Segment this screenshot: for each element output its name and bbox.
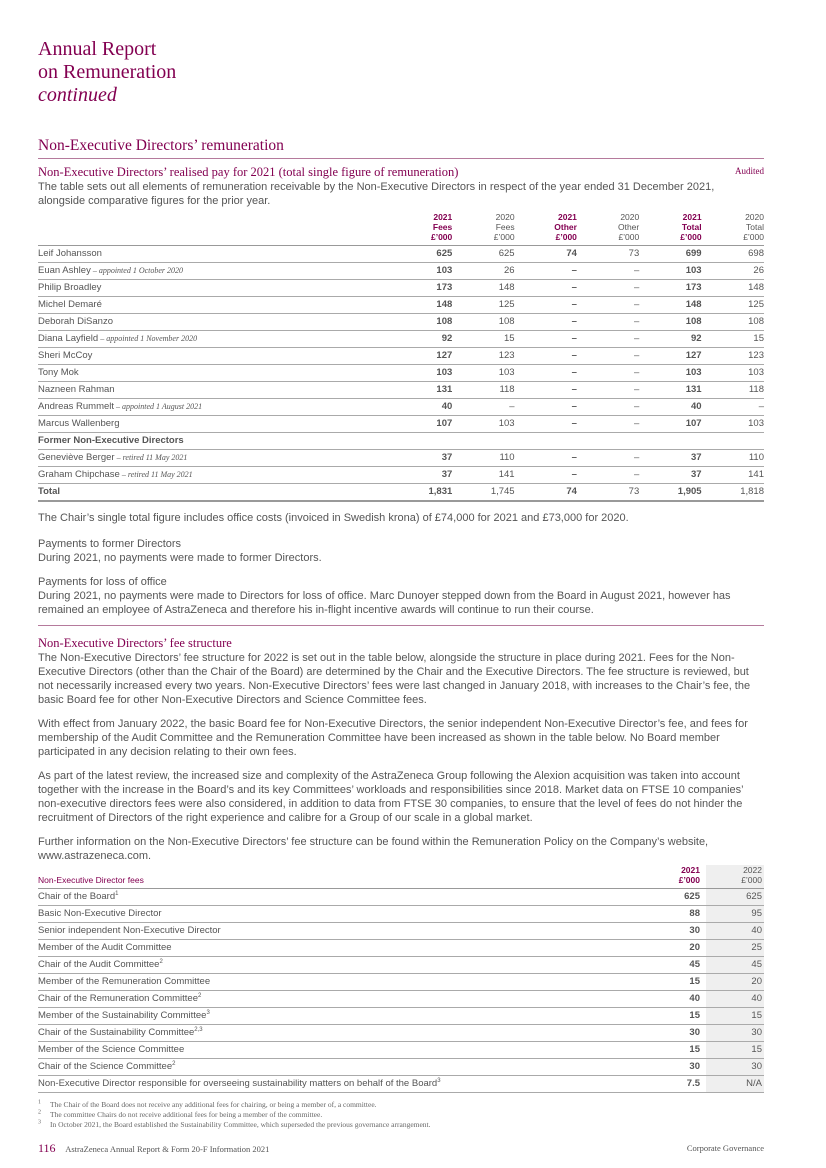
column-header xyxy=(515,212,577,246)
page-content xyxy=(38,136,764,1130)
fee-label xyxy=(38,923,642,940)
appointment-note: – appointed 1 August 2021 xyxy=(114,402,203,411)
value-cell: 74 xyxy=(515,246,577,263)
name-text: Euan Ashley xyxy=(38,265,91,276)
fee-label-text: Member of the Sustainability Committee xyxy=(38,1010,207,1021)
director-name xyxy=(38,416,390,433)
fee-row xyxy=(38,1008,764,1025)
fee-label xyxy=(38,1042,642,1059)
table-row xyxy=(38,399,764,416)
value-cell: 625 xyxy=(452,246,514,263)
value-cell: 118 xyxy=(702,382,764,399)
footnote xyxy=(38,1100,764,1110)
footnotes xyxy=(38,1100,764,1130)
value-cell: – xyxy=(577,399,639,416)
value-cell: 125 xyxy=(452,297,514,314)
fee-label xyxy=(38,1076,642,1093)
name-text: Tony Mok xyxy=(38,367,79,378)
payments-loss-text: During 2021, no payments were made to Directors for loss of office. Marc Dunoyer stepped down from the Board in August 2021, however has remained an employee of AstraZeneca and therefore his in-flight incentive awards will continue to run their course. xyxy=(38,590,731,616)
column-header-line: 2021 xyxy=(682,212,702,222)
value-cell: – xyxy=(452,399,514,416)
value-cell: – xyxy=(515,314,577,331)
page-title xyxy=(38,38,176,107)
name-column-header xyxy=(38,212,390,246)
fee-2022: 95 xyxy=(706,906,764,923)
col-year: 2021 xyxy=(681,865,700,875)
fee-label xyxy=(38,957,642,974)
value-cell: 37 xyxy=(390,450,452,467)
value-cell: – xyxy=(515,263,577,280)
realised-intro xyxy=(38,165,764,208)
fee-structure xyxy=(38,636,764,863)
fee-2022: 40 xyxy=(706,991,764,1008)
section-title: Non-Executive Directors’ remuneration xyxy=(38,136,764,159)
director-name xyxy=(38,314,390,331)
fee-row xyxy=(38,991,764,1008)
appointment-note: – retired 11 May 2021 xyxy=(114,453,188,462)
column-header-line: £’000 xyxy=(493,232,515,242)
fee-label xyxy=(38,1008,642,1025)
footnote xyxy=(38,1120,764,1130)
fee-label-text: Chair of the Board xyxy=(38,891,116,902)
value-cell: 127 xyxy=(390,348,452,365)
fee-label xyxy=(38,1025,642,1042)
value-cell: – xyxy=(577,365,639,382)
table-row xyxy=(38,348,764,365)
payments-former-text: During 2021, no payments were made to former Directors. xyxy=(38,552,322,564)
document-title: AstraZeneca Annual Report & Form 20-F Information 2021 xyxy=(65,1144,270,1154)
value-cell: 92 xyxy=(390,331,452,348)
value-cell: – xyxy=(702,399,764,416)
fee-table-label: Non-Executive Director fees xyxy=(38,865,642,889)
value-cell: 123 xyxy=(452,348,514,365)
appointment-note: – appointed 1 November 2020 xyxy=(98,334,198,343)
value-cell: 103 xyxy=(390,365,452,382)
fee-2021: 15 xyxy=(642,1008,706,1025)
fee-label-text: Chair of the Science Committee xyxy=(38,1061,173,1072)
value-cell: 92 xyxy=(639,331,701,348)
appointment-note: – appointed 1 October 2020 xyxy=(90,266,184,275)
footnote-ref: 2 xyxy=(172,1060,176,1067)
value-cell: 103 xyxy=(639,263,701,280)
value-cell: – xyxy=(515,280,577,297)
section-name: Corporate Governance xyxy=(686,1143,764,1153)
fee-2021: 625 xyxy=(642,889,706,906)
value-cell: 103 xyxy=(639,365,701,382)
table-row xyxy=(38,484,764,502)
fee-2022: 40 xyxy=(706,923,764,940)
column-header xyxy=(577,212,639,246)
fee-label xyxy=(38,974,642,991)
value-cell: 37 xyxy=(390,467,452,484)
table-row xyxy=(38,297,764,314)
appointment-note: – retired 11 May 2021 xyxy=(119,470,193,479)
col-unit: £’000 xyxy=(741,875,762,885)
value-cell: 73 xyxy=(577,246,639,263)
name-text: Marcus Wallenberg xyxy=(38,418,120,429)
value-cell: 108 xyxy=(390,314,452,331)
fee-row xyxy=(38,957,764,974)
note-text: retired 11 May 2021 xyxy=(127,470,193,479)
name-text: Deborah DiSanzo xyxy=(38,316,113,327)
former-heading-row xyxy=(38,433,764,450)
footnote-key xyxy=(38,1120,50,1130)
director-name xyxy=(38,365,390,382)
value-cell: 1,745 xyxy=(452,484,514,502)
value-cell: 173 xyxy=(390,280,452,297)
table-row xyxy=(38,280,764,297)
column-header-line: £’000 xyxy=(680,232,702,242)
director-name xyxy=(38,399,390,416)
footnote-key xyxy=(38,1100,50,1110)
fee-row xyxy=(38,1042,764,1059)
value-cell: – xyxy=(515,450,577,467)
director-name xyxy=(38,484,390,502)
table-row xyxy=(38,416,764,433)
fee-label xyxy=(38,991,642,1008)
fee-label-text: Senior independent Non-Executive Director xyxy=(38,925,221,936)
name-text: Leif Johansson xyxy=(38,248,102,259)
value-cell: 125 xyxy=(702,297,764,314)
title-line: on Remuneration xyxy=(38,61,177,83)
column-header-line: Fees xyxy=(432,222,453,232)
column-header-line: Total xyxy=(681,222,702,232)
page-footer xyxy=(38,1140,764,1156)
fee-label xyxy=(38,906,642,923)
column-header xyxy=(452,212,514,246)
column-header-line: £’000 xyxy=(618,232,640,242)
table-row xyxy=(38,246,764,263)
value-cell: – xyxy=(515,416,577,433)
name-text: Diana Layfield xyxy=(38,333,99,344)
table-row xyxy=(38,450,764,467)
payments-loss xyxy=(38,575,764,617)
footnote-text: The committee Chairs do not receive additional fees for being a member of the committee. xyxy=(50,1110,323,1119)
fee-label-text: Member of the Science Committee xyxy=(38,1044,185,1055)
fee-label xyxy=(38,940,642,957)
value-cell: 131 xyxy=(639,382,701,399)
column-header-line: 2020 xyxy=(620,212,640,222)
column-header-line: 2020 xyxy=(745,212,764,222)
note-text: retired 11 May 2021 xyxy=(122,453,188,462)
value-cell: – xyxy=(515,348,577,365)
value-cell: – xyxy=(515,382,577,399)
value-cell: 131 xyxy=(390,382,452,399)
value-cell: 108 xyxy=(639,314,701,331)
column-header xyxy=(702,212,764,246)
footnote-ref: 1 xyxy=(115,890,119,897)
name-text: Geneviève Berger xyxy=(38,452,115,463)
note-text: appointed 1 November 2020 xyxy=(106,334,198,343)
page-number: 116 xyxy=(38,1141,56,1155)
note-text: appointed 1 October 2020 xyxy=(98,266,184,275)
column-header-line: Fees xyxy=(495,222,515,232)
value-cell: – xyxy=(577,467,639,484)
col-2022 xyxy=(706,865,764,889)
director-name xyxy=(38,348,390,365)
value-cell: 148 xyxy=(390,297,452,314)
table-row xyxy=(38,467,764,484)
director-name xyxy=(38,382,390,399)
value-cell: 625 xyxy=(390,246,452,263)
column-header-line: £’000 xyxy=(430,232,453,242)
footnote-ref: 3 xyxy=(206,1009,210,1016)
fee-2022: 15 xyxy=(706,1008,764,1025)
fee-label-text: Member of the Remuneration Committee xyxy=(38,976,211,987)
footnote xyxy=(38,1110,764,1120)
value-cell: 118 xyxy=(452,382,514,399)
fee-2021: 30 xyxy=(642,1059,706,1076)
column-header-line: £’000 xyxy=(743,232,764,242)
col-unit: £’000 xyxy=(678,875,700,885)
value-cell: 74 xyxy=(515,484,577,502)
audited-label: Audited xyxy=(735,166,764,176)
value-cell: 123 xyxy=(702,348,764,365)
value-cell: 698 xyxy=(702,246,764,263)
footnote-text: In October 2021, the Board established the Sustainability Committee, which superseded the previous governance arrangement. xyxy=(50,1120,431,1129)
fee-label-text: Basic Non-Executive Director xyxy=(38,908,162,919)
director-name xyxy=(38,246,390,263)
fee-2021: 15 xyxy=(642,1042,706,1059)
value-cell: – xyxy=(577,416,639,433)
director-name xyxy=(38,263,390,280)
remuneration-table xyxy=(38,212,764,502)
column-header-line: Total xyxy=(746,222,764,232)
value-cell: 127 xyxy=(639,348,701,365)
value-cell: 103 xyxy=(452,365,514,382)
value-cell: 108 xyxy=(702,314,764,331)
footnote-number: 2 xyxy=(38,1109,41,1116)
value-cell: 73 xyxy=(577,484,639,502)
payments-former xyxy=(38,537,764,565)
director-name xyxy=(38,331,390,348)
value-cell: 40 xyxy=(390,399,452,416)
col-year: 2022 xyxy=(743,865,762,875)
value-cell: 699 xyxy=(639,246,701,263)
footnote-ref: 3 xyxy=(437,1077,441,1084)
column-header-line: £’000 xyxy=(555,232,577,242)
fee-2021: 15 xyxy=(642,974,706,991)
fee-2022: 15 xyxy=(706,1042,764,1059)
fee-table xyxy=(38,865,764,1093)
value-cell: 141 xyxy=(702,467,764,484)
fee-label-text: Chair of the Audit Committee xyxy=(38,959,160,970)
value-cell: 103 xyxy=(390,263,452,280)
name-text: Graham Chipchase xyxy=(38,469,120,480)
table-row xyxy=(38,382,764,399)
value-cell: 103 xyxy=(702,416,764,433)
fee-label-text: Member of the Audit Committee xyxy=(38,942,172,953)
fee-2022: 30 xyxy=(706,1025,764,1042)
fee-2022: 20 xyxy=(706,974,764,991)
value-cell: – xyxy=(577,314,639,331)
value-cell: – xyxy=(577,331,639,348)
column-header-line: Other xyxy=(554,222,577,232)
value-cell: – xyxy=(577,280,639,297)
fee-row xyxy=(38,974,764,991)
fee-paragraph: As part of the latest review, the increased size and complexity of the AstraZeneca Group following the Alexion acquisition was taken into account together with the increase in the Board’s and its key Committees’ workloads and responsibilities since 2018. Market data on FTSE 10 companies’ non-executive directors fees were also considered, in addition to data from FTSE 30 companies, to ensure that the level of fees do not hinder the recruitment of Directors of the right experience and calibre for a Group of our scale in a global market. xyxy=(38,770,744,824)
footnote-text: The Chair of the Board does not receive any additional fees for chairing, or being a member of, a committee. xyxy=(50,1100,377,1109)
fee-2022: 25 xyxy=(706,940,764,957)
value-cell: 108 xyxy=(452,314,514,331)
fee-label xyxy=(38,889,642,906)
value-cell: 107 xyxy=(639,416,701,433)
name-text: Nazneen Rahman xyxy=(38,384,115,395)
fee-2022: N/A xyxy=(706,1076,764,1093)
chair-note: The Chair’s single total figure includes office costs (invoiced in Swedish krona) of £74,000 for 2021 and £73,000 for 2020. xyxy=(38,512,629,524)
column-header-line: 2020 xyxy=(495,212,515,222)
value-cell: – xyxy=(515,365,577,382)
value-cell: – xyxy=(577,348,639,365)
fee-paragraph: Further information on the Non-Executive Directors’ fee structure can be found within the Remuneration Policy on the Company’s website, www.astrazeneca.com. xyxy=(38,836,709,862)
value-cell: 40 xyxy=(639,399,701,416)
value-cell: – xyxy=(515,467,577,484)
value-cell: 148 xyxy=(452,280,514,297)
value-cell: 1,905 xyxy=(639,484,701,502)
table-row xyxy=(38,331,764,348)
fee-2021: 20 xyxy=(642,940,706,957)
value-cell: 110 xyxy=(452,450,514,467)
value-cell: 1,831 xyxy=(390,484,452,502)
fee-2021: 45 xyxy=(642,957,706,974)
fee-label-text: Chair of the Sustainability Committee xyxy=(38,1027,195,1038)
name-text: Total xyxy=(38,486,60,497)
footnote-ref: 2 xyxy=(159,958,163,965)
fee-row xyxy=(38,940,764,957)
director-name xyxy=(38,280,390,297)
fee-row xyxy=(38,906,764,923)
fee-label-text: Non-Executive Director responsible for overseeing sustainability matters on behalf of the Board xyxy=(38,1078,438,1089)
table-row xyxy=(38,263,764,280)
title-line: Annual Report xyxy=(38,38,157,60)
value-cell: – xyxy=(577,382,639,399)
value-cell: – xyxy=(515,399,577,416)
value-cell: 37 xyxy=(639,467,701,484)
director-name xyxy=(38,467,390,484)
name-text: Sheri McCoy xyxy=(38,350,93,361)
col-2021 xyxy=(642,865,706,889)
table-row xyxy=(38,365,764,382)
name-text: Michel Demaré xyxy=(38,299,102,310)
name-text: Philip Broadley xyxy=(38,282,102,293)
fee-2022: 625 xyxy=(706,889,764,906)
value-cell: 173 xyxy=(639,280,701,297)
divider xyxy=(38,625,764,626)
value-cell: 103 xyxy=(702,365,764,382)
fee-row xyxy=(38,889,764,906)
fee-2022: 30 xyxy=(706,1059,764,1076)
value-cell: – xyxy=(577,263,639,280)
value-cell: – xyxy=(515,297,577,314)
footnote-number: 3 xyxy=(38,1119,41,1126)
table-row xyxy=(38,314,764,331)
fee-2021: 88 xyxy=(642,906,706,923)
value-cell: 141 xyxy=(452,467,514,484)
column-header-line: Other xyxy=(617,222,640,232)
value-cell: 15 xyxy=(702,331,764,348)
value-cell: 103 xyxy=(452,416,514,433)
fee-2021: 30 xyxy=(642,923,706,940)
value-cell: 26 xyxy=(452,263,514,280)
former-heading: Former Non-Executive Directors xyxy=(38,433,764,450)
column-header xyxy=(390,212,452,246)
fee-paragraph: The Non-Executive Directors’ fee structure for 2022 is set out in the table below, alongside the structure in place during 2021. Fees for the Non-Executive Directors (other than the Chair of the Board) are determined by the Chair and the Executive Directors. The fee structure is reviewed, but not necessarily increased every two years. Non-Executive Directors’ fees were last changed in January 2018, with increases to the Chair’s fee, the basic Board fee for other Non-Executive Directors and Science Committee fees. xyxy=(38,652,751,706)
realised-title: Non-Executive Directors’ realised pay for 2021 (total single figure of remuneration) xyxy=(38,165,459,179)
value-cell: 37 xyxy=(639,450,701,467)
value-cell: – xyxy=(577,450,639,467)
director-name xyxy=(38,450,390,467)
fee-2021: 30 xyxy=(642,1025,706,1042)
fee-2021: 7.5 xyxy=(642,1076,706,1093)
footnote-key xyxy=(38,1110,50,1120)
name-text: Andreas Rummelt xyxy=(38,401,115,412)
note-text: appointed 1 August 2021 xyxy=(122,402,203,411)
fee-row xyxy=(38,923,764,940)
footnote-ref: 2 xyxy=(198,992,202,999)
value-cell: – xyxy=(515,331,577,348)
column-header-line: 2021 xyxy=(433,212,453,222)
director-name xyxy=(38,297,390,314)
fee-label-text: Chair of the Remuneration Committee xyxy=(38,993,198,1004)
fee-row xyxy=(38,1025,764,1042)
value-cell: 107 xyxy=(390,416,452,433)
value-cell: – xyxy=(577,297,639,314)
value-cell: 1,818 xyxy=(702,484,764,502)
fee-paragraph: With effect from January 2022, the basic Board fee for Non-Executive Directors, the senior independent Non-Executive Director’s fee, and fees for membership of the Audit Committee and the Remuneration Committee have been increased as shown in the table below. No Board member participated in any decision relating to their own fees. xyxy=(38,718,748,758)
payments-former-title: Payments to former Directors xyxy=(38,538,182,550)
fee-label xyxy=(38,1059,642,1076)
fee-2022: 45 xyxy=(706,957,764,974)
fee-2021: 40 xyxy=(642,991,706,1008)
footnote-ref: 2,3 xyxy=(194,1026,203,1033)
fee-row xyxy=(38,1076,764,1093)
column-header xyxy=(639,212,701,246)
value-cell: 26 xyxy=(702,263,764,280)
title-continued: continued xyxy=(38,84,117,106)
value-cell: 110 xyxy=(702,450,764,467)
realised-text: The table sets out all elements of remuneration receivable by the Non-Executive Directors in respect of the year ended 31 December 2021, alongside comparative figures for the prior year. xyxy=(38,181,715,207)
column-header-line: 2021 xyxy=(558,212,577,222)
value-cell: 148 xyxy=(639,297,701,314)
footnote-number: 1 xyxy=(38,1099,41,1106)
fee-structure-title: Non-Executive Directors’ fee structure xyxy=(38,636,232,650)
value-cell: 15 xyxy=(452,331,514,348)
fee-row xyxy=(38,1059,764,1076)
value-cell: 148 xyxy=(702,280,764,297)
payments-loss-title: Payments for loss of office xyxy=(38,576,167,588)
